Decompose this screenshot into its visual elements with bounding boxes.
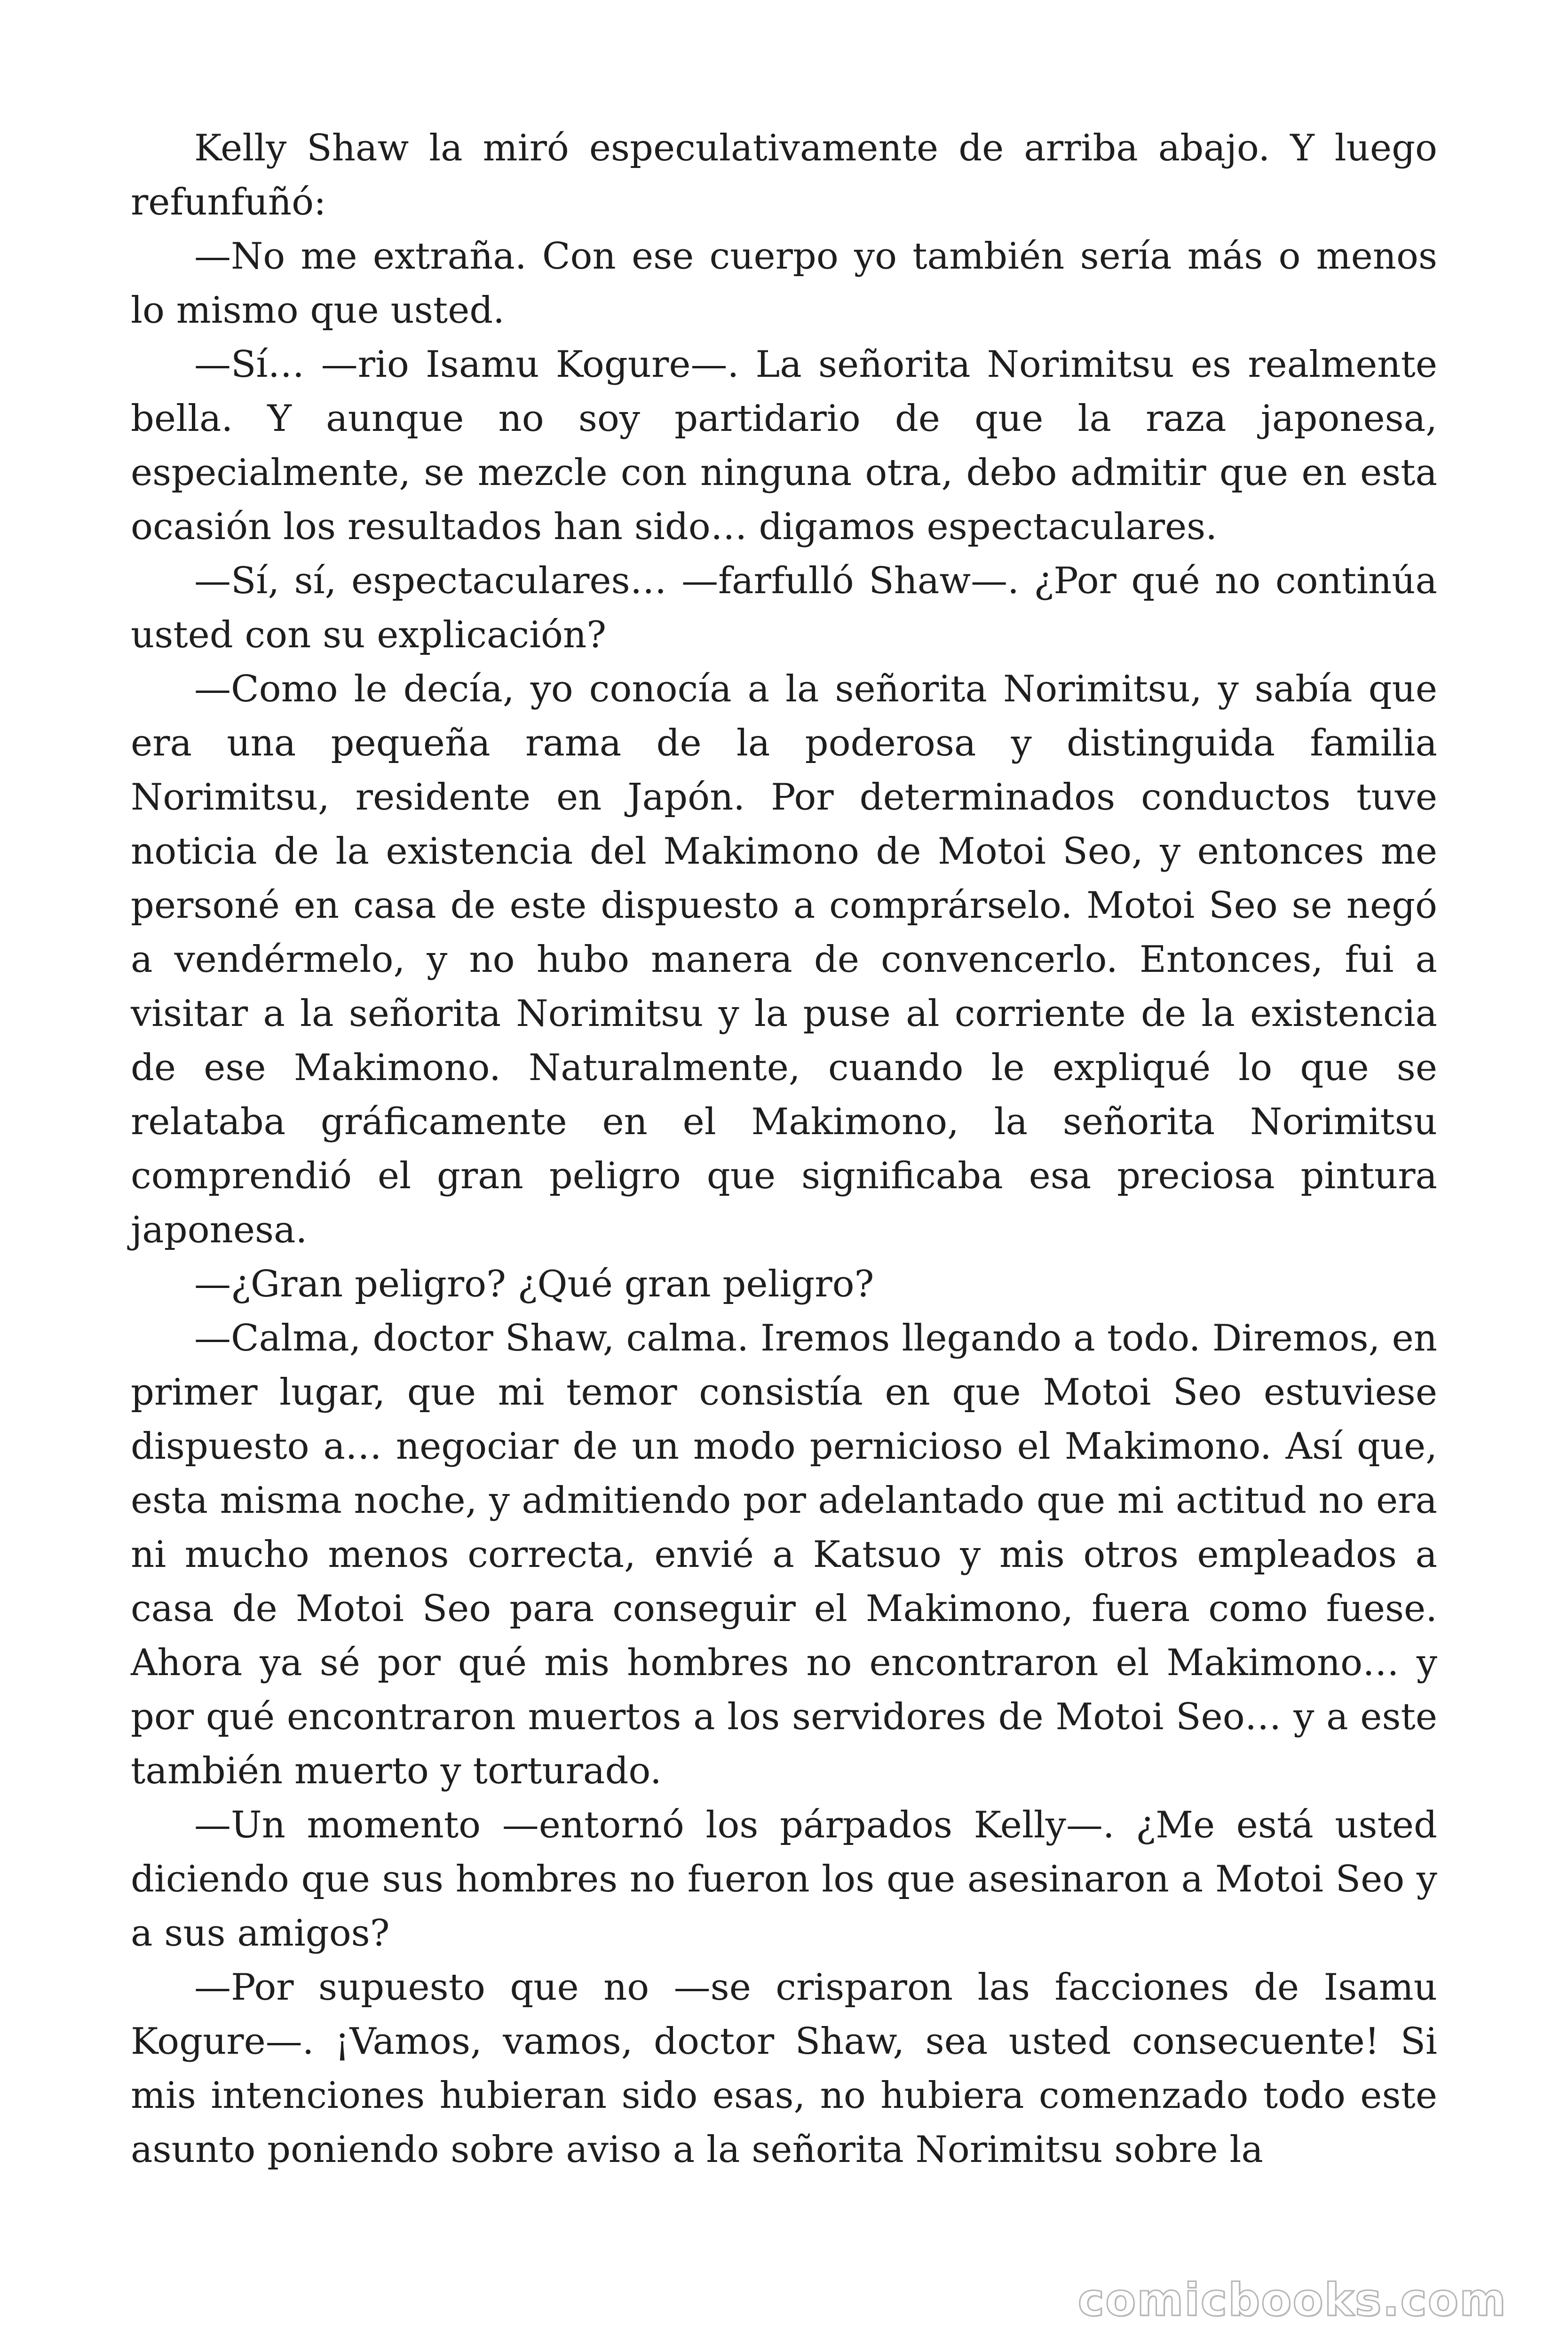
paragraph: —¿Gran peligro? ¿Qué gran peligro?	[194, 1263, 874, 1305]
paragraph: —Sí, sí, espectaculares… —farfulló Shaw—. ¿Por qué no continúa usted con su explicación?	[131, 560, 1437, 656]
paragraph: —Como le decía, yo conocía a la señorita Norimitsu, y sabía que era una pequeña rama de la poderosa y distinguida familia Norimitsu, residente en Japón. Por determinados conductos tuve noticia de la existencia del Makimono de Motoi Seo, y entonces me personé en casa de este dispuesto a comprárselo. Motoi Seo se negó a vendérmelo, y no hubo manera de convencerlo. Entonces, fui a visitar a la señorita Norimitsu y la puse al corriente de la existencia de ese Makimono. Naturalmente, cuando le expliqué lo que se relataba gráficamente en el Makimono, la señorita Norimitsu comprendió el gran peligro que significaba esa preciosa pintura japonesa.	[131, 668, 1437, 1251]
watermark: comicbooks.com	[1077, 2274, 1507, 2326]
paragraph: —No me extraña. Con ese cuerpo yo también sería más o menos lo mismo que usted.	[131, 235, 1437, 332]
paragraph: —Sí… —rio Isamu Kogure—. La señorita Norimitsu es realmente bella. Y aunque no soy partidario de que la raza japonesa, especialmente, se mezcle con ninguna otra, debo admitir que en esta ocasión los resultados han sido… digamos espectaculares.	[131, 343, 1437, 548]
body-text	[131, 121, 1437, 2177]
paragraph: —Un momento —entornó los párpados Kelly—. ¿Me está usted diciendo que sus hombres no fueron los que asesinaron a Motoi Seo y a sus amigos?	[131, 1804, 1437, 1955]
paragraph: —Por supuesto que no —se crisparon las facciones de Isamu Kogure—. ¡Vamos, vamos, doctor Shaw, sea usted consecuente! Si mis intenciones hubieran sido esas, no hubiera comenzado todo este asunto poniendo sobre aviso a la señorita Norimitsu sobre la	[131, 1966, 1437, 2171]
paragraph: —Calma, doctor Shaw, calma. Iremos llegando a todo. Diremos, en primer lugar, que mi temor consistía en que Motoi Seo estuviese dispuesto a… negociar de un modo pernicioso el Makimono. Así que, esta misma noche, y admitiendo por adelantado que mi actitud no era ni mucho menos correcta, envié a Katsuo y mis otros empleados a casa de Motoi Seo para conseguir el Makimono, fuera como fuese. Ahora ya sé por qué mis hombres no encontraron el Makimono… y por qué encontraron muertos a los servidores de Motoi Seo… y a este también muerto y torturado.	[131, 1317, 1437, 1792]
paragraph: Kelly Shaw la miró especulativamente de arriba abajo. Y luego refunfuñó:	[131, 127, 1437, 223]
